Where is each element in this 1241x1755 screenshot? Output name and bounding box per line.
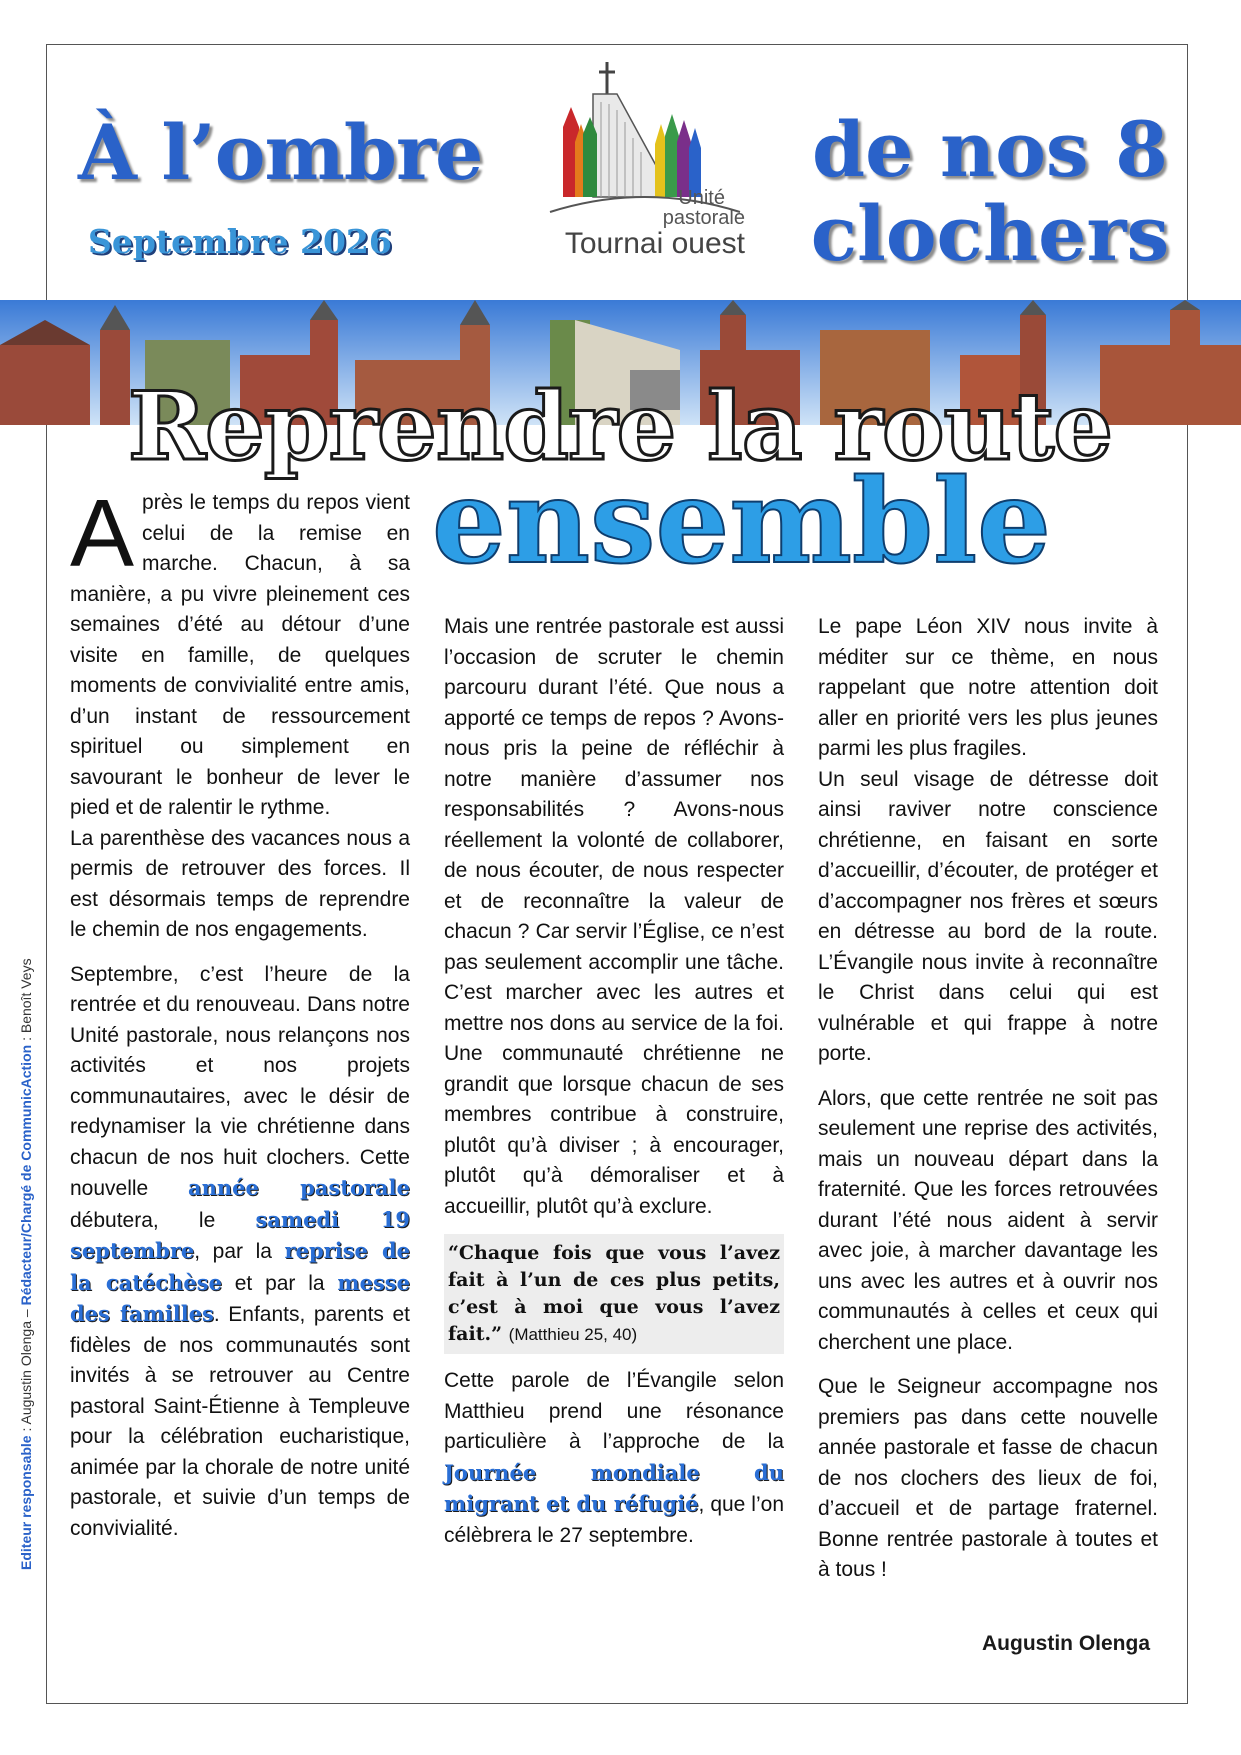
newsletter-title-left: À l’ombre [78, 108, 483, 197]
credit-value-writer: : Benoît Veys [18, 958, 34, 1045]
paragraph-4: Mais une rentrée pastorale est aussi l’occasion de scruter le chemin parcouru durant l’été. Que nous a apporté ce temps de repos ? Avons-nous pris la peine de réfléchir à notre manière d’assumer nos responsabilités ? Avons-nous réellement la volonté de collaborer, de nous écouter, de nous respecter et de reconnaître la valeur de chacun ? Car servir l’Église, ce n’est pas seulement accomplir une tâche. C’est marcher avec les autres et mettre nos dons au service de la foi. Une communauté chrétienne ne grandit que lorsque chacun de ses membres contribue à construire, plutôt qu’à diviser ; à encourager, plutôt qu’à démoraliser et à accueillir, plutôt qu’à exclure. [444, 615, 784, 1218]
paragraph-7: Un seul visage de détresse doit ainsi raviver notre conscience chrétienne, en faisant en sorte d’accueillir, d’écouter, de protéger et d’accompagner nos frères et sœurs en détresse au bord de la route. L’Évangile nous invite à reconnaître le Christ dans celui qui est vulnérable et qui frappe à notre porte. [818, 767, 1158, 1065]
highlight-journee-mondiale: Journée mondiale du migrant et du réfugié [444, 1459, 784, 1516]
highlight-messe: messe des familles [70, 1269, 410, 1326]
headline-line1: Reprendre la route [127, 372, 1113, 482]
credit-value-editor: : Augustin Olenga – [18, 1305, 34, 1436]
paragraph-1-text: près le temps du repos vient celui de la remise en marche. Chacun, à sa manière, a pu vivre pleinement ces semaines d’été au détour d’une visite en famille, de quelques moments de convivialité entre amis, d’un instant de ressourcement spirituel ou simplement en savourant le bonheur de lever le pied et de ralentir le rythme. [70, 491, 410, 819]
logo-line3: Tournai ouest [564, 227, 745, 260]
highlight-date: samedi 19 septembre [70, 1206, 410, 1263]
logo-line1: Unité [678, 187, 725, 209]
issue-date: Septembre 2026 [88, 222, 392, 261]
publisher-credits [18, 958, 34, 1570]
title-right-line2: clochers [810, 189, 1170, 278]
quote-text: “Chaque fois que vous l’avez fait à l’un de ces plus petits, c’est à moi que vous l’avez fait.” [448, 1242, 780, 1345]
article-column-3 [818, 612, 1158, 1586]
drop-cap: A [70, 480, 135, 587]
credit-label-editor: Editeur responsable [18, 1435, 34, 1570]
article-column-1 [70, 480, 411, 1544]
article-column-2 [444, 612, 784, 1551]
headline-line2: ensemble [432, 454, 1051, 590]
author-signature: Augustin Olenga [982, 1632, 1150, 1655]
bible-quote [444, 1234, 784, 1354]
paragraph-3: Septembre, c’est l’heure de la rentrée et du renouveau. Dans notre Unité pastorale, nous relançons nos activités et nos projets communautaires, avec le désir de redynamiser la vie chrétienne dans chacun de nos huit clochers. Cette nouvelle année pastorale débutera, le samedi 19 septembre, par la reprise de la catéchèse et par la messe des familles. Enfants, parents et fidèles de nos communautés sont invités à se retrouver au Centre pastoral Saint-Étienne à Templeuve pour la célébration eucharistique, animée par la chorale de notre unité pastorale, et suivie d’un temps de convivialité. [70, 962, 411, 1540]
paragraph-6: Le pape Léon XIV nous invite à méditer sur ce thème, en nous rappelant que notre attention doit aller en priorité vers les plus jeunes parmi les plus fragiles. [818, 615, 1158, 760]
paragraph-8: Alors, que cette rentrée ne soit pas seulement une reprise des activités, mais un nouveau départ dans la fraternité. Que les forces retrouvées durant l’été nous aident à servir avec joie, à marcher davantage les uns avec les autres et à ouvrir nos communautés à celles et ceux qui cherchent une place. [818, 1086, 1158, 1354]
newsletter-title-right [780, 105, 1200, 278]
highlight-annee-pastorale: année pastorale [188, 1175, 410, 1200]
logo-caption [550, 188, 745, 260]
paragraph-2: La parenthèse des vacances nous a permis de retrouver des forces. Il est désormais temps de reprendre le chemin de nos engagements. [70, 826, 410, 941]
quote-reference: (Matthieu 25, 40) [508, 1325, 638, 1344]
logo-line2: pastorale [662, 207, 745, 229]
credit-label-writer: Rédacteur/Chargé de CommunicAction [18, 1044, 34, 1306]
paragraph-9: Que le Seigneur accompagne nos premiers pas dans cette nouvelle année pastorale et fasse de chacun de nos clochers des lieux de foi, d’accueil et de partage fraternel. Bonne rentrée pastorale à toutes et à tous ! [818, 1375, 1158, 1581]
paragraph-1 [70, 480, 410, 824]
highlight-catechese: reprise de la catéchèse [70, 1238, 410, 1295]
paragraph-5: Cette parole de l’Évangile selon Matthieu prend une résonance particulière à l’approche de la Journée mondiale du migrant et du réfugié, que l’on célèbrera le 27 septembre. [444, 1369, 784, 1547]
title-right-line1: de nos 8 [811, 105, 1169, 194]
